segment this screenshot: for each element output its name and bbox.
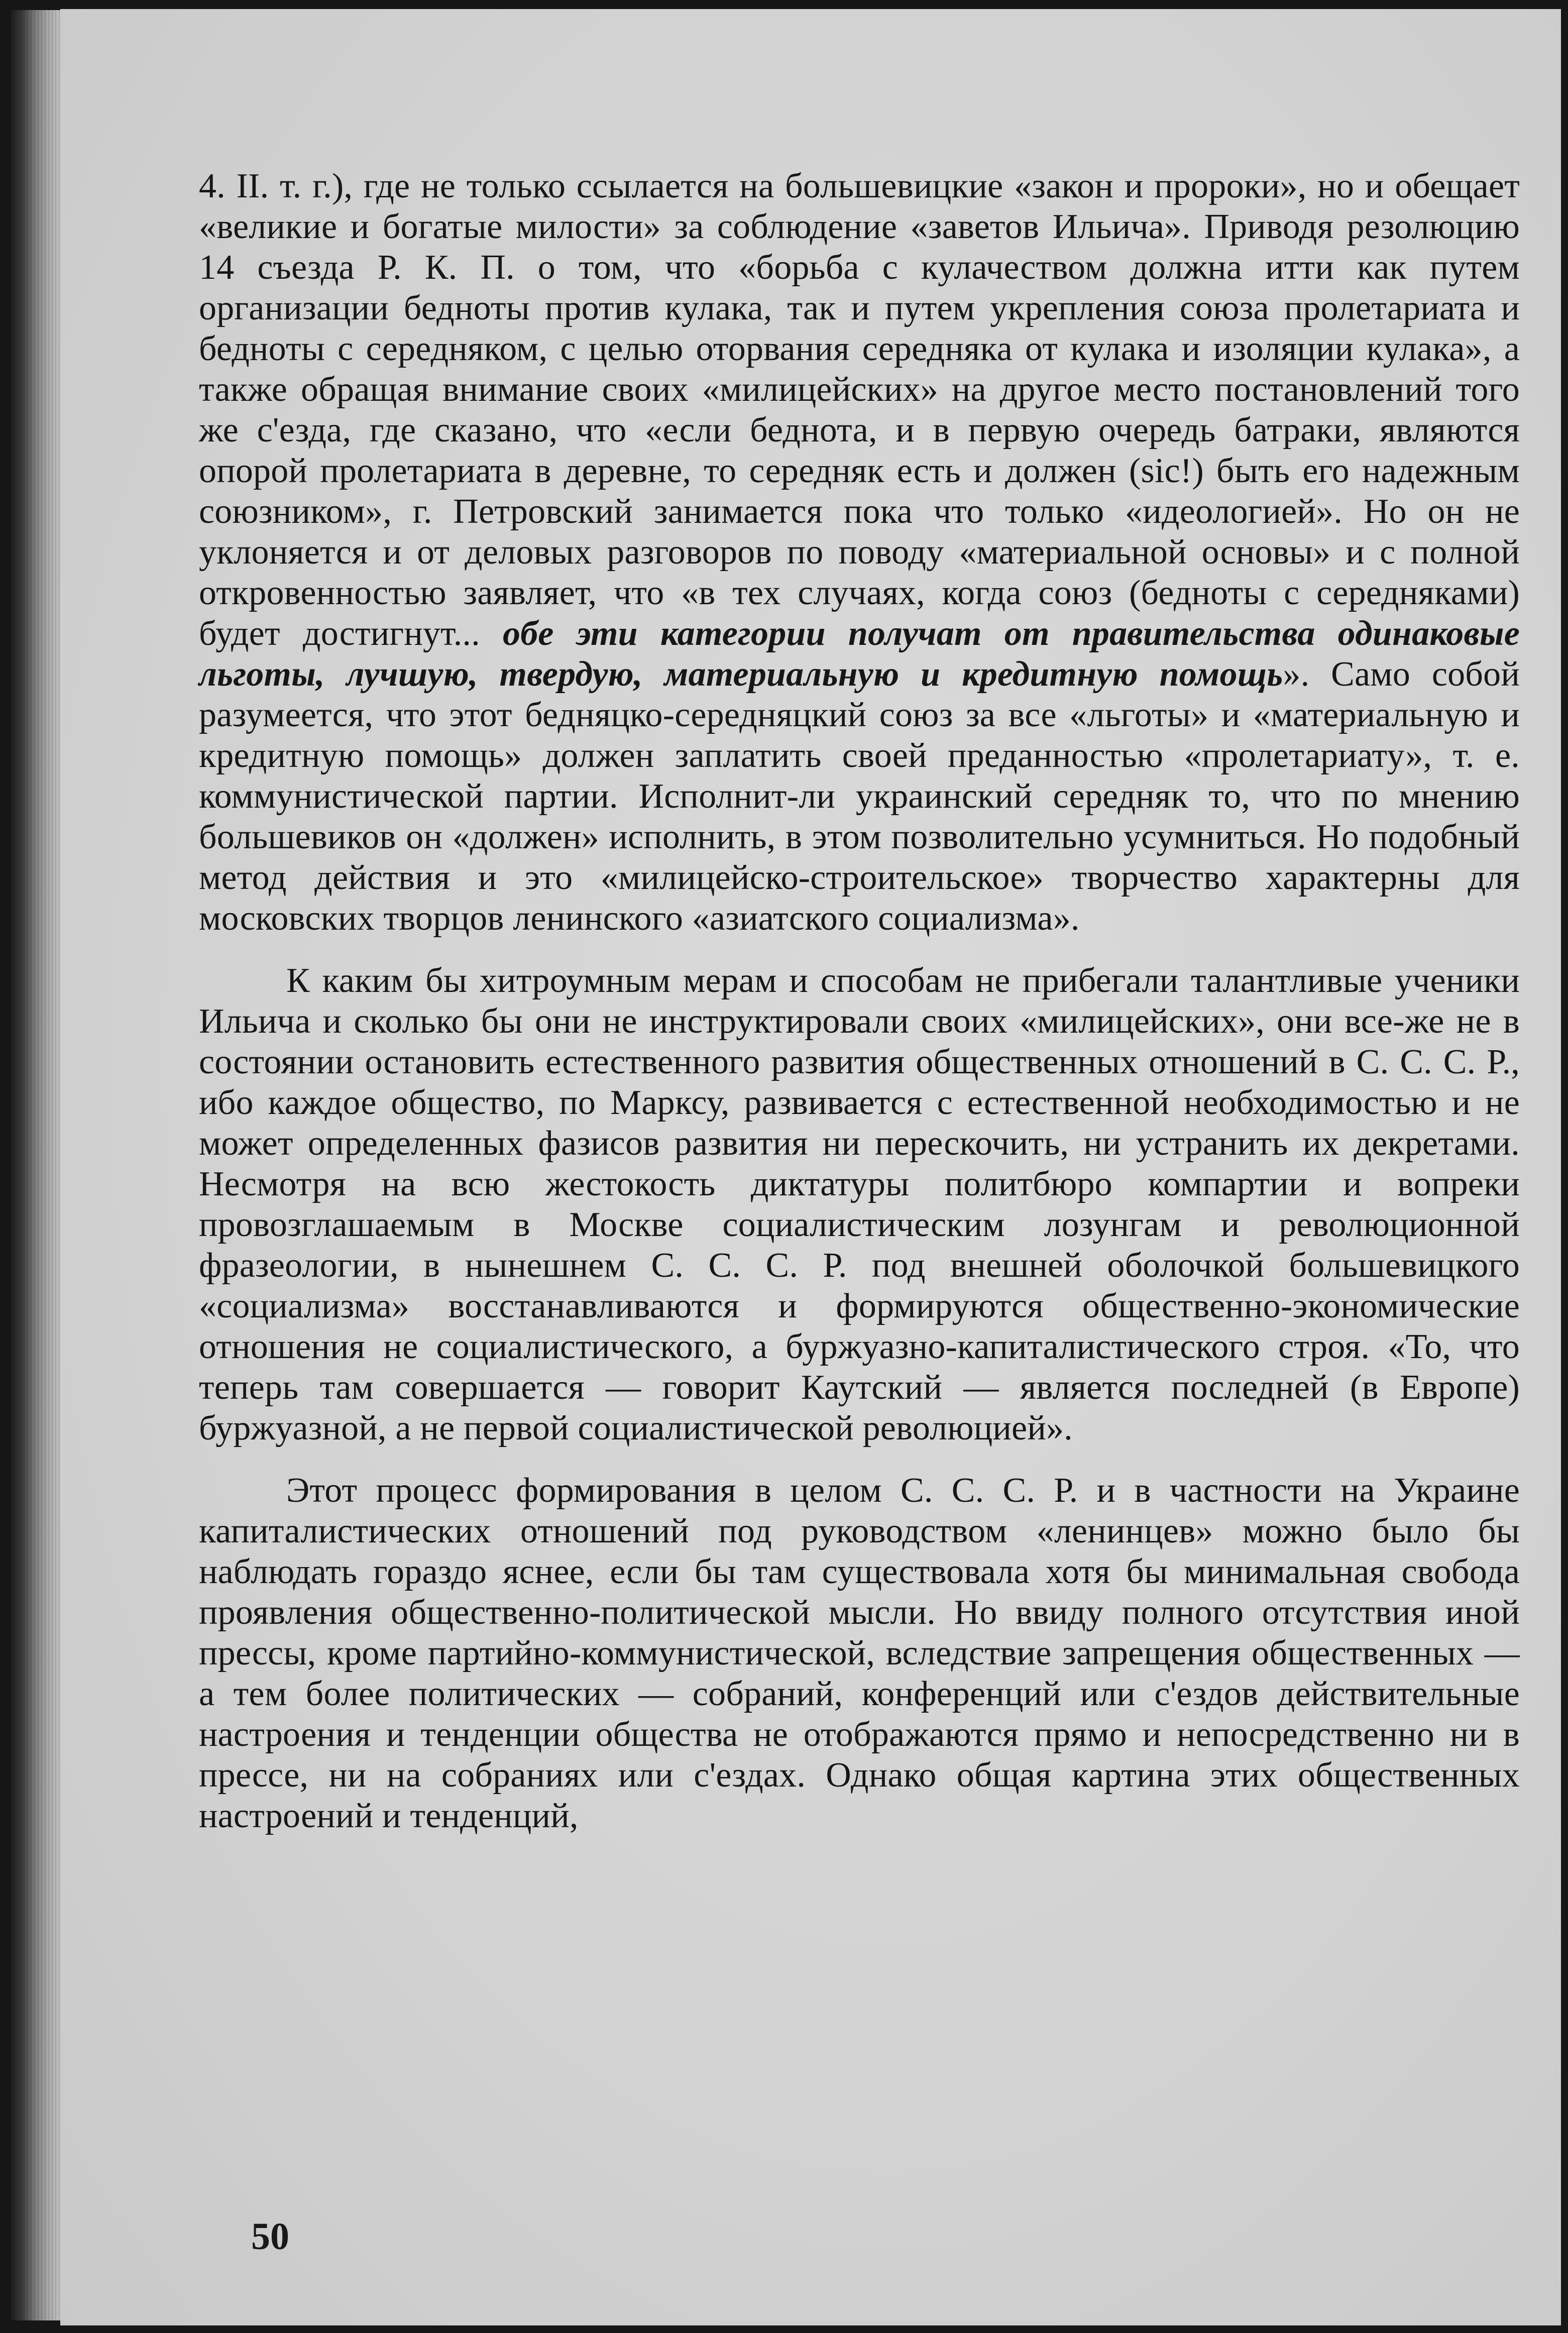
text-segment: ». Само собой разумеется, что этот бедняцко-середняцкий союз за все «льготы» и «материальную и кредитную помощь» должен заплатить своей преданностью «пролетариату», т. е. коммунистической партии. Исполнит-ли украинский середняк то, что по мнению большевиков он «должен» исполнить, в этом позволительно усумниться. Но подобный метод действия и это «милицейско-строительское» творчество характерны для московских творцов ленинского «азиатского социализма».	[199, 655, 1520, 938]
paragraph-1	[199, 166, 1520, 939]
page-stack-lines	[20, 10, 65, 2320]
paragraph-3	[199, 1470, 1520, 1836]
page-number: 50	[251, 2215, 289, 2258]
paragraph-2	[199, 960, 1520, 1449]
text-segment: К каким бы хитроумным мерам и способам не прибегали талантливые ученики Ильича и сколько бы они не инструктировали своих «милицейских», они все-же не в состоянии остановить естественного развития общественных отношений в С. С. С. Р., ибо каждое общество, по Марксу, развивается с естественной необходимостью и не может определенных фазисов развития ни перескочить, ни устранить их декретами. Несмотря на всю жестокость диктатуры политбюро компартии и вопреки провозглашаемым в Москве социалистическим лозунгам и революционной фразеологии, в нынешнем С. С. С. Р. под внешней оболочкой большевицкого «социализма» восстанавливаются и формируются общественно-экономические отношения не социалистического, а буржуазно-капиталистического строя. «То, что теперь там совершается — говорит Каутский — является последней (в Европе) буржуазной, а не первой социалистической революцией».	[199, 961, 1520, 1448]
emphasized-text: обе эти категории получат от правительства одинаковые льготы, лучшую, твердую, материальную и кредитную помощь	[199, 614, 1520, 694]
body-text	[199, 166, 1520, 1836]
text-segment: 4. II. т. г.), где не только ссылается на большевицкие «закон и пророки», но и обещает «великие и богатые милости» за соблюдение «заветов Ильича». Приводя резолюцию 14 съезда Р. К. П. о том, что «борьба с кулачеством должна итти как путем организации бедноты против кулака, так и путем укрепления союза пролетариата и бедноты с середняком, с целью оторвания середняка от кулака и изоляции кулака», а также обращая внимание своих «милицейских» на другое место постановлений того же с'езда, где сказано, что «если беднота, и в первую очередь батраки, являются опорой пролетариата в деревне, то середняк есть и должен (sic!) быть его надежным союзником», г. Петровский занимается пока что только «идеологией». Но он не уклоняется и от деловых разговоров по поводу «материальной основы» и с полной откровенностью заявляет, что «в тех случаях, когда союз (бедноты с середняками) будет достигнут...	[199, 167, 1520, 653]
text-segment: Этот процесс формирования в целом С. С. С. Р. и в частности на Украине капиталистических отношений под руководством «ленинцев» можно было бы наблюдать гораздо яснее, если бы там существовала хотя бы минимальная свобода проявления общественно-политической мысли. Но ввиду полного отсутствия иной прессы, кроме партийно-коммунистической, вследствие запрещения общественных — а тем более политических — собраний, конференций или с'ездов действительные настроения и тенденции общества не отображаются прямо и непосредственно ни в прессе, ни на собраниях или с'ездах. Однако общая картина этих общественных настроений и тенденций,	[199, 1471, 1520, 1835]
